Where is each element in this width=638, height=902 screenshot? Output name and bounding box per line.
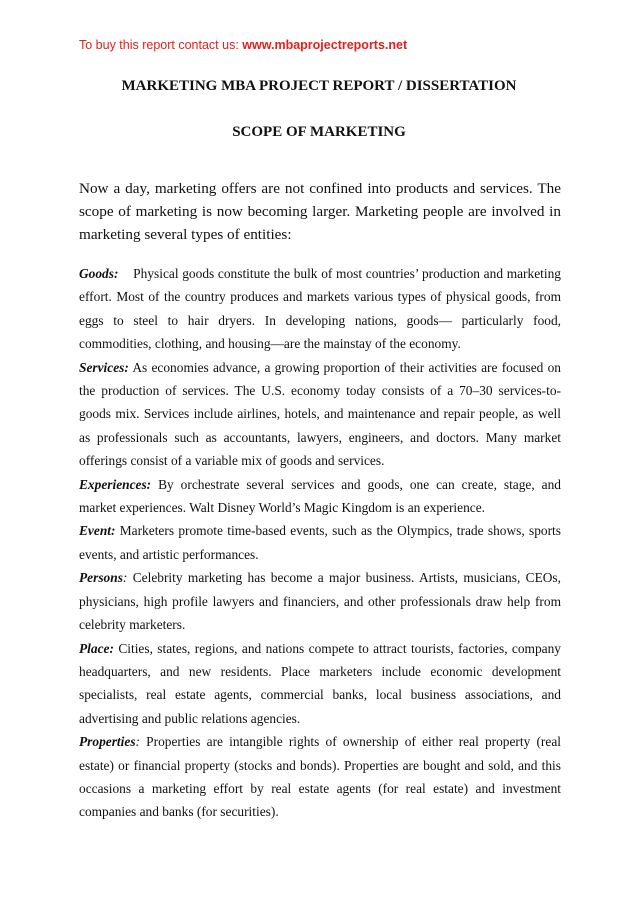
term-properties-separator: : xyxy=(135,734,140,750)
entry-place-text: Cities, states, regions, and nations compete to attract tourists, factories, company headquarters, and new residents. Place marketers include economic development specialists, real estate agents, commercial banks, local business associations, and advertising and public relations agencies. xyxy=(79,640,561,726)
term-place: Place: xyxy=(79,640,114,656)
entry-services-text: As economies advance, a growing proportion of their activities are focused on the production of services. The U.S. economy today consists of a 70–30 services-to-goods mix. Services include airlines, hotels, and maintenance and repair people, as well as professionals such as accountants, lawyers, engineers, and doctors. Many market offerings consist of a variable mix of goods and services. xyxy=(79,359,561,469)
entry-experiences xyxy=(79,473,561,520)
term-properties: Properties xyxy=(79,734,136,750)
entry-persons xyxy=(79,566,561,636)
entry-persons-text: Celebrity marketing has become a major business. Artists, musicians, CEOs, physicians, high profile lawyers and financiers, and other professionals draw help from celebrity marketers. xyxy=(79,570,561,633)
entry-services xyxy=(79,356,561,473)
term-services: Services: xyxy=(79,359,129,375)
entry-place xyxy=(79,637,561,731)
entry-properties xyxy=(79,730,561,824)
term-goods: Goods: xyxy=(79,266,119,281)
promo-text: To buy this report contact us: xyxy=(79,38,239,52)
intro-paragraph: Now a day, marketing offers are not confined into products and services. The scope of marketing is now becoming larger. Marketing people are involved in marketing several types of entities: xyxy=(79,180,561,243)
term-event: Event: xyxy=(79,523,116,539)
term-experiences: Experiences: xyxy=(79,476,152,492)
entry-experiences-text: By orchestrate several services and goods, one can create, stage, and market experiences. Walt Disney World’s Magic Kingdom is an experience. xyxy=(79,476,562,516)
term-persons-separator: : xyxy=(122,570,128,586)
entry-event xyxy=(79,519,561,566)
section-heading: SCOPE OF MARKETING xyxy=(232,124,406,140)
entry-goods-text: Physical goods constitute the bulk of most countries’ production and marketing effort. Most of the country produces and markets various types of physical goods, from eggs to steel to hair dryers. In developing nations, goods— particularly food, commodities, clothing, and housing—are the mainstay of the economy. xyxy=(79,266,561,352)
entry-event-text: Marketers promote time-based events, such as the Olympics, trade shows, sports events, and artistic performances. xyxy=(79,523,561,562)
entry-goods xyxy=(79,262,561,356)
term-persons: Persons xyxy=(79,570,123,586)
entity-list xyxy=(79,262,561,824)
promo-header xyxy=(79,38,407,52)
entry-properties-text: Properties are intangible rights of ownership of either real property (real estate) or financial property (stocks and bonds). Properties are bought and sold, and this occasions a marketing effort by real estate agents (for real estate) and investment companies and banks (for securities). xyxy=(79,734,561,820)
document-title: MARKETING MBA PROJECT REPORT / DISSERTATION xyxy=(121,78,517,94)
promo-link[interactable]: www.mbaprojectreports.net xyxy=(242,38,408,52)
